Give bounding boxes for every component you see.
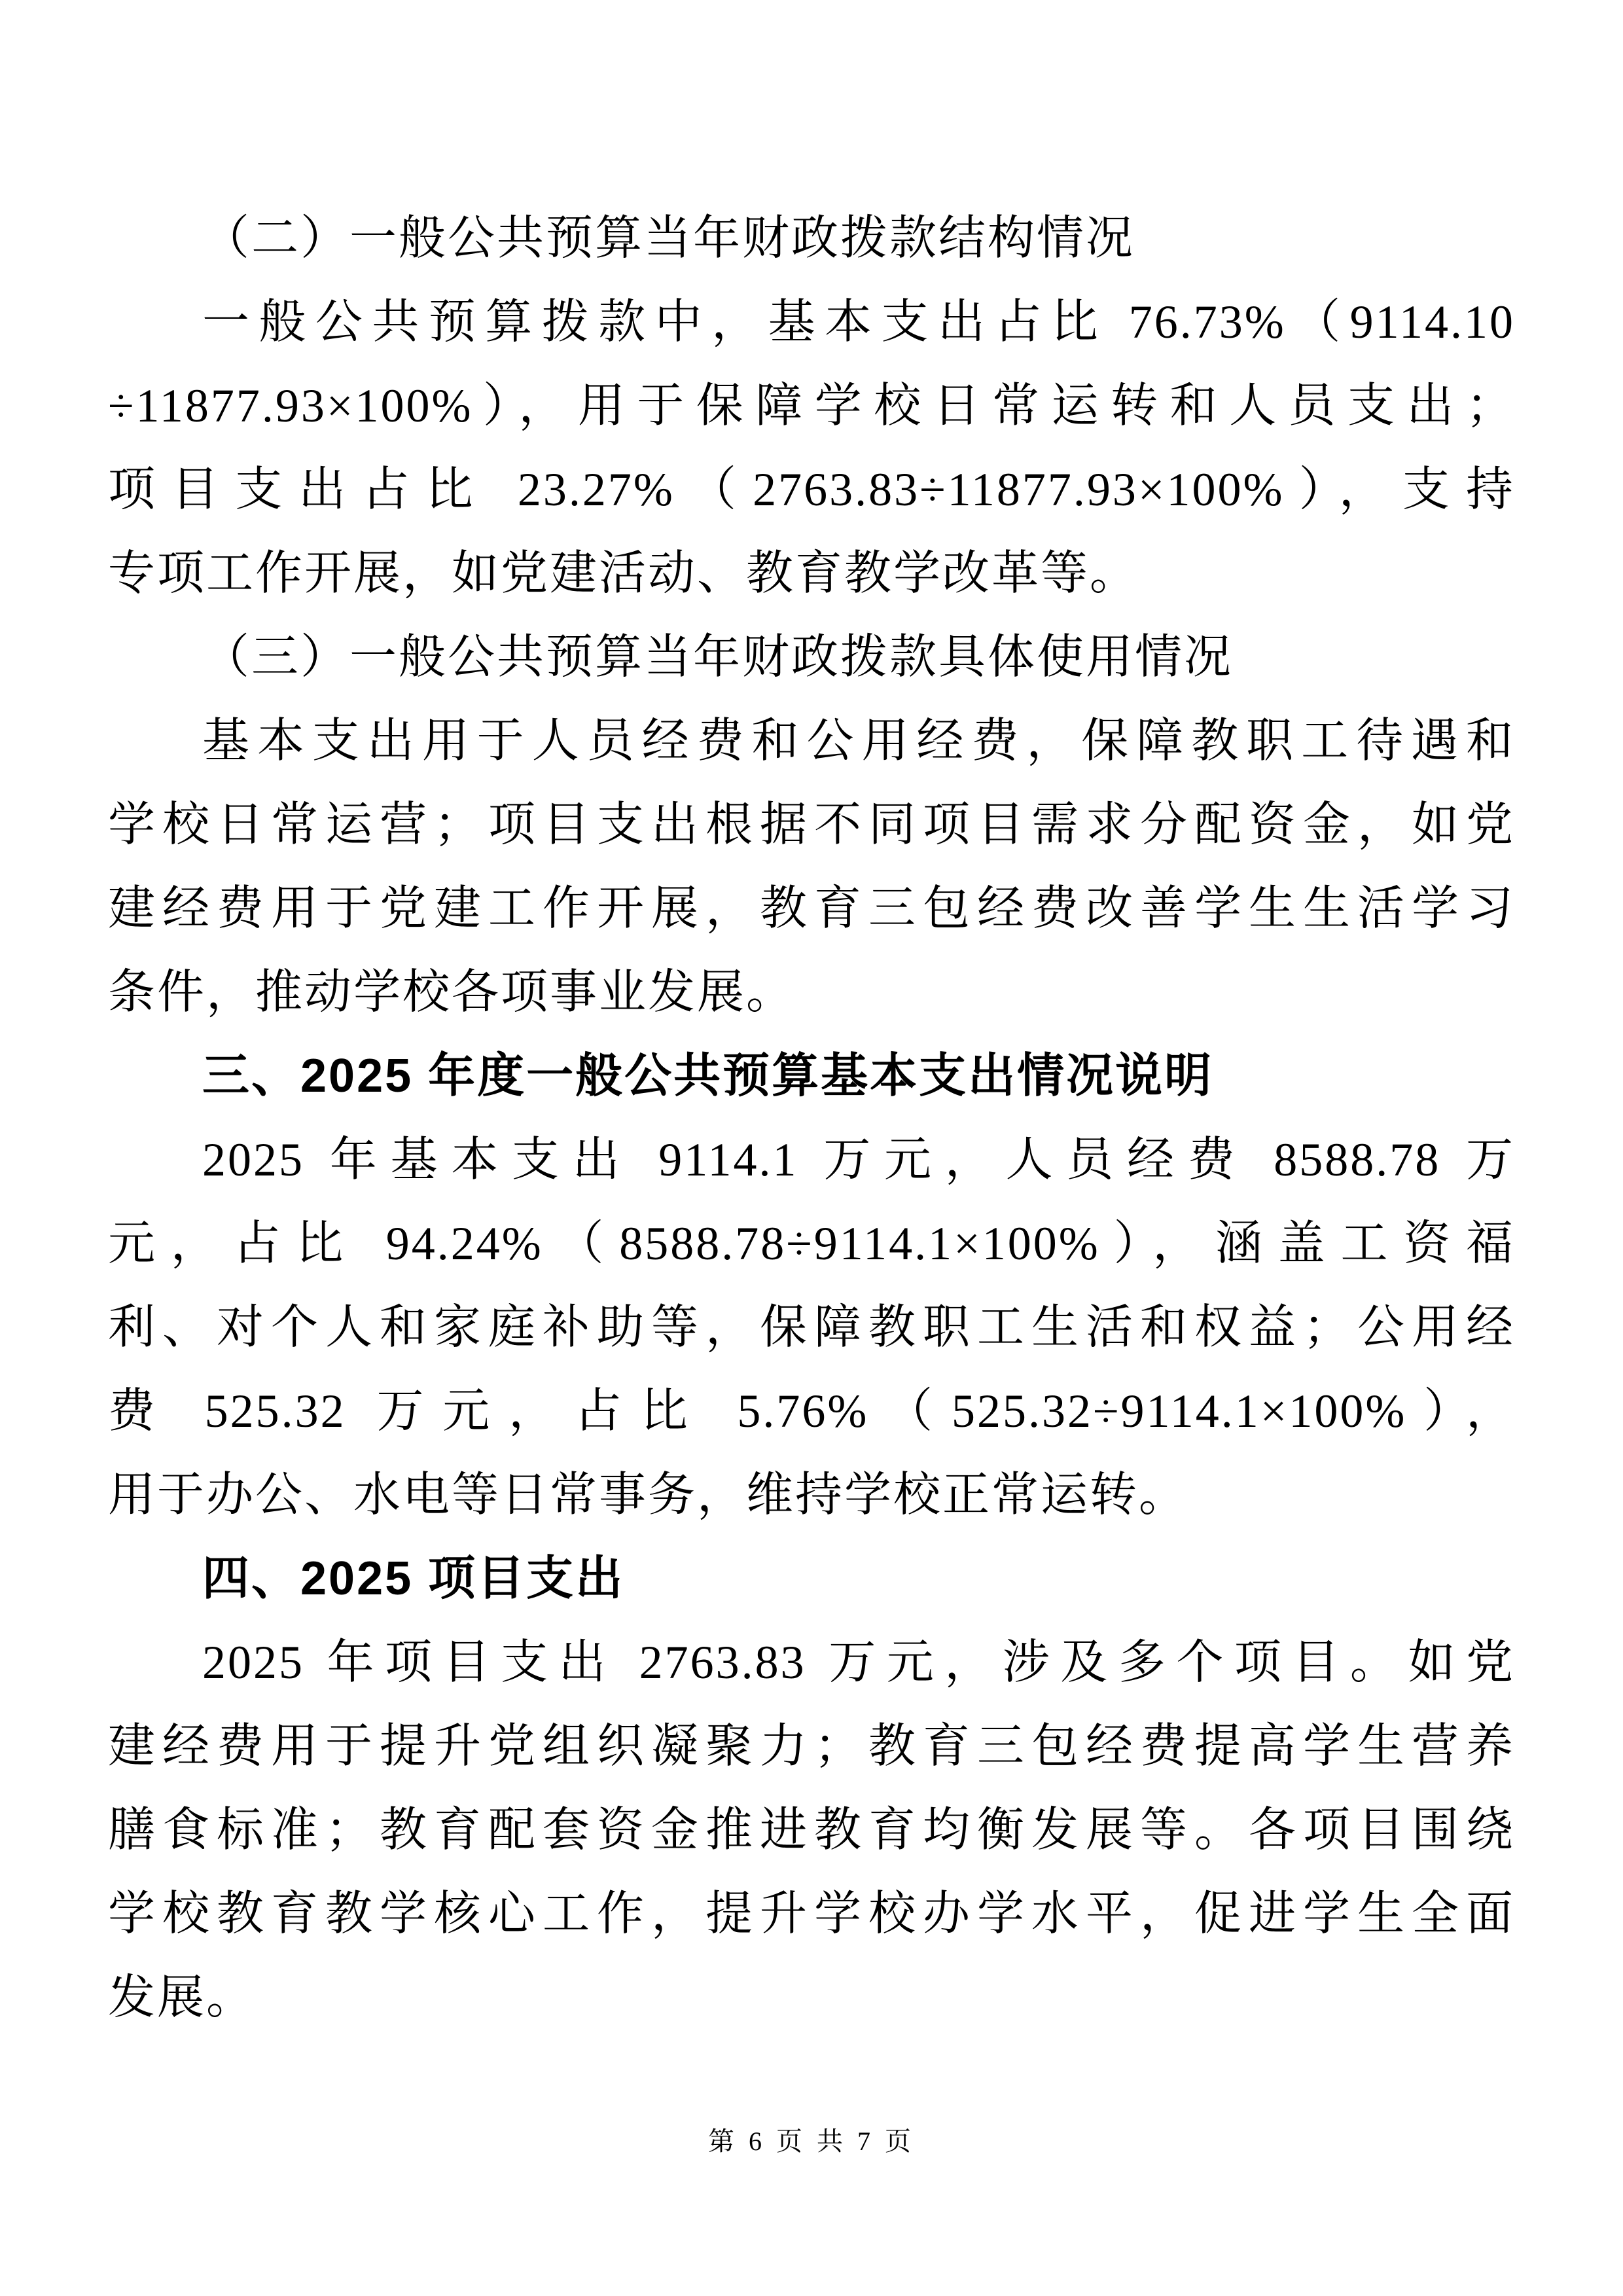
text-line: 膳食标准；教育配套资金推进教育均衡发展等。各项目围绕	[108, 1804, 1515, 1856]
text-line: 2025 年项目支出 2763.83 万元，涉及多个项目。如党	[202, 1636, 1515, 1689]
text-line: 条件，推动学校各项事业发展。	[108, 966, 796, 1018]
document-body	[108, 196, 1515, 2039]
section-subheading-2: （二）一般公共预算当年财政拨款结构情况	[202, 212, 1135, 264]
text-line: 学校日常运营；项目支出根据不同项目需求分配资金，如党	[108, 798, 1515, 851]
text-line: 基本支出用于人员经费和公用经费，保障教职工待遇和	[202, 715, 1515, 767]
text-line: 利、对个人和家庭补助等，保障教职工生活和权益；公用经	[108, 1301, 1515, 1354]
section-subheading-3: （三）一般公共预算当年财政拨款具体使用情况	[202, 631, 1234, 683]
text-line: 2025 年基本支出 9114.1 万元，人员经费 8588.78 万	[202, 1134, 1515, 1186]
text-line: 学校教育教学核心工作，提升学校办学水平，促进学生全面	[108, 1888, 1515, 1940]
text-line: 用于办公、水电等日常事务，维持学校正常运转。	[108, 1469, 1188, 1521]
text-line: 专项工作开展，如党建活动、教育教学改革等。	[108, 547, 1139, 600]
text-line: 建经费用于提升党组织凝聚力；教育三包经费提高学生营养	[108, 1720, 1515, 1772]
text-line: 费 525.32 万元，占比 5.76%（525.32÷9114.1×100%），	[108, 1385, 1515, 1437]
text-line: 发展。	[108, 1971, 256, 2024]
page-footer: 第 6 页 共 7 页	[708, 2126, 915, 2156]
text-line: 元，占比 94.24%（8588.78÷9114.1×100%），涵盖工资福	[108, 1217, 1515, 1270]
section-heading-4: 四、2025 项目支出	[202, 1552, 625, 1605]
section-heading-3: 三、2025 年度一般公共预算基本支出情况说明	[202, 1050, 1214, 1102]
text-line: 项目支出占比 23.27%（2763.83÷11877.93×100%），支持	[108, 463, 1515, 516]
text-line: 建经费用于党建工作开展，教育三包经费改善学生生活学习	[108, 882, 1515, 935]
text-line: 一般公共预算拨款中，基本支出占比 76.73%（9114.10	[202, 296, 1515, 348]
text-line: ÷11877.93×100%），用于保障学校日常运转和人员支出；	[108, 380, 1515, 432]
